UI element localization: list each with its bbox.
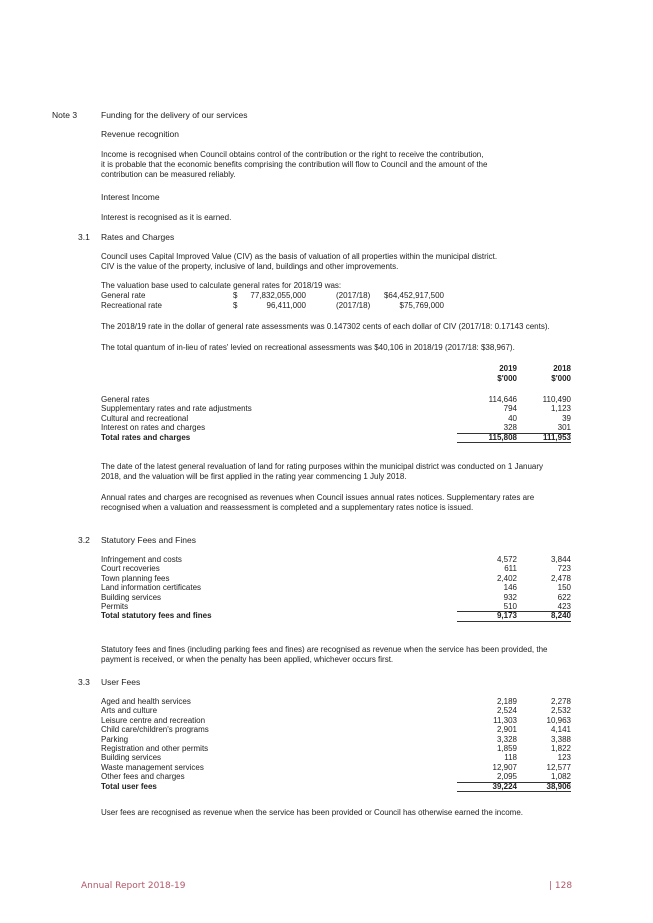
table-row	[101, 602, 571, 611]
in-lieu-quantum-note: The total quantum of in-lieu of rates' levied on recreational assessments was $40,106 in 2018/19 (2017/18: $38,967).	[101, 343, 515, 352]
revenue-recognition-line-2: it is probable that the economic benefits comprising the contribution will flow to Council and the amount of the	[101, 160, 488, 169]
total-2018: 8,240	[511, 611, 571, 621]
value-2019: 4,572	[496, 555, 517, 564]
valuation-row-label: Recreational rate	[101, 301, 162, 310]
total-row	[101, 433, 571, 442]
rates-title: Rates and Charges	[101, 232, 175, 242]
value-2019: 611	[504, 564, 517, 574]
row-label: General rates	[101, 395, 150, 404]
row-label: Infringement and costs	[101, 555, 182, 564]
row-label: Building services	[101, 592, 162, 602]
total-label: Total user fees	[101, 781, 157, 791]
table-row	[101, 593, 571, 602]
valuation-row-prior: $75,769,000	[399, 301, 444, 310]
total-row	[101, 782, 571, 791]
column-year-2019: 2019	[499, 364, 517, 373]
table-row	[101, 744, 571, 753]
total-2019: 9,173	[457, 611, 517, 621]
row-label: Parking	[101, 734, 129, 744]
value-2018: 423	[557, 601, 571, 611]
table-row	[101, 395, 571, 404]
valuation-row-value: 96,411,000	[266, 301, 306, 310]
value-2018: 10,963	[546, 715, 571, 725]
user-fees-title: User Fees	[101, 677, 141, 687]
value-2018: 123	[557, 753, 571, 763]
statutory-note-line-2: payment is received, or when the penalty has been applied, whichever occurs first.	[101, 655, 394, 664]
row-label: Supplementary rates and rate adjustments	[101, 404, 252, 414]
value-2019: 2,189	[496, 697, 517, 706]
column-unit-2019: $'000	[497, 374, 517, 383]
rates-table	[101, 395, 571, 442]
rates-recognition-line-2: recognised when a valuation and reassessment is completed and a supplementary rates notice is issued.	[101, 503, 474, 512]
value-2018: 723	[557, 564, 571, 574]
row-label: Town planning fees	[101, 573, 170, 583]
value-2018: 1,822	[550, 743, 571, 753]
value-2019: 146	[503, 583, 517, 593]
row-label: Arts and culture	[101, 706, 158, 716]
row-label: Cultural and recreational	[101, 413, 189, 423]
value-2019: 2,095	[496, 772, 517, 782]
valuation-row-value: 77,832,055,000	[250, 291, 306, 300]
value-2018: 1,082	[550, 772, 571, 782]
table-row	[101, 414, 571, 423]
value-2018: 2,478	[550, 573, 571, 583]
value-2018: 2,278	[550, 697, 571, 706]
revenue-recognition-line-3: contribution can be measured reliably.	[101, 170, 236, 179]
table-row	[101, 735, 571, 744]
total-label: Total rates and charges	[101, 432, 191, 442]
value-2019: 3,328	[496, 734, 517, 744]
table-row	[101, 753, 571, 762]
value-2019: 328	[503, 423, 517, 433]
total-row	[101, 611, 571, 620]
table-row	[101, 423, 571, 432]
row-label: Waste management services	[101, 762, 204, 772]
table-row	[101, 404, 571, 413]
table-row	[101, 697, 571, 706]
value-2019: 2,524	[496, 706, 517, 716]
value-2019: 510	[503, 601, 517, 611]
table-row	[101, 716, 571, 725]
row-label: Interest on rates and charges	[101, 423, 206, 433]
note-label: Note 3	[52, 110, 78, 120]
row-label: Other fees and charges	[101, 772, 185, 782]
value-2018: 3,844	[550, 555, 571, 564]
value-2018: 150	[557, 583, 571, 593]
section-number-3-2: 3.2	[78, 535, 90, 545]
table-row	[101, 725, 571, 734]
value-2019: 2,901	[496, 725, 517, 735]
revenue-recognition-heading: Revenue recognition	[101, 129, 179, 139]
value-2018: 4,141	[550, 725, 571, 735]
statutory-table	[101, 555, 571, 621]
column-unit-2018: $'000	[551, 374, 571, 383]
value-2019: 11,303	[493, 715, 517, 725]
row-label: Registration and other permits	[101, 743, 209, 753]
table-row	[101, 772, 571, 781]
table-row	[101, 564, 571, 573]
value-2019: 114,646	[488, 395, 517, 404]
value-2019: 794	[503, 404, 517, 414]
value-2019: 932	[503, 592, 517, 602]
row-label: Child care/children's programs	[101, 725, 209, 735]
footer-page-number: | 128	[549, 881, 573, 891]
total-2018: 111,953	[511, 433, 571, 443]
valuation-row-currency: $	[233, 301, 238, 310]
row-label: Land information certificates	[101, 583, 202, 593]
row-label: Permits	[101, 601, 129, 611]
value-2019: 1,859	[496, 743, 517, 753]
total-2019: 39,224	[457, 782, 517, 792]
value-2018: 2,532	[550, 706, 571, 716]
footer-report-title: Annual Report 2018-19	[81, 881, 186, 891]
value-2018: 301	[557, 423, 571, 433]
column-year-2018: 2018	[553, 364, 571, 373]
statutory-title: Statutory Fees and Fines	[101, 535, 196, 545]
note-title: Funding for the delivery of our services	[101, 110, 248, 120]
valuation-row-year: (2017/18)	[336, 301, 371, 310]
revenue-recognition-line-1: Income is recognised when Council obtains control of the contribution or the right to receive the contribution,	[101, 150, 484, 159]
row-label: Court recoveries	[101, 564, 160, 574]
valuation-row-currency: $	[233, 291, 238, 300]
revaluation-note-line-1: The date of the latest general revaluation of land for rating purposes within the municipal district was conducted on 1 January	[101, 462, 544, 471]
value-2019: 2,402	[496, 573, 517, 583]
value-2019: 12,907	[492, 762, 517, 772]
row-label: Aged and health services	[101, 697, 191, 706]
value-2018: 1,123	[550, 404, 571, 414]
value-2018: 110,490	[542, 395, 571, 404]
value-2019: 118	[504, 753, 517, 763]
value-2018: 39	[562, 413, 571, 423]
valuation-row-label: General rate	[101, 291, 146, 300]
table-row	[101, 763, 571, 772]
revaluation-note-line-2: 2018, and the valuation will be first applied in the rating year commencing 1 July 2018.	[101, 472, 407, 481]
table-row	[101, 706, 571, 715]
valuation-intro: The valuation base used to calculate general rates for 2018/19 was:	[101, 281, 342, 290]
total-2019: 115,808	[457, 433, 517, 443]
valuation-row-year: (2017/18)	[336, 291, 371, 300]
interest-income-heading: Interest Income	[101, 192, 160, 202]
rate-in-dollar-note: The 2018/19 rate in the dollar of general rate assessments was 0.147302 cents of each dollar of CIV (2017/18: 0.17143 cents).	[101, 322, 550, 331]
rates-intro-line-2: CIV is the value of the property, inclusive of land, buildings and other improvements.	[101, 262, 399, 271]
row-label: Leisure centre and recreation	[101, 715, 206, 725]
total-2018: 38,906	[511, 782, 571, 792]
section-number-3-3: 3.3	[78, 677, 90, 687]
statutory-note-line-1: Statutory fees and fines (including parking fees and fines) are recognised as revenue when the service has been provided, the	[101, 645, 548, 654]
valuation-row-prior: $64,452,917,500	[383, 291, 444, 300]
table-row	[101, 583, 571, 592]
total-label: Total statutory fees and fines	[101, 611, 212, 621]
table-row	[101, 555, 571, 564]
value-2018: 3,388	[550, 734, 571, 744]
value-2018: 622	[557, 592, 571, 602]
rates-recognition-line-1: Annual rates and charges are recognised as revenues when Council issues annual rates notices. Supplementary rates are	[101, 493, 535, 502]
table-row	[101, 574, 571, 583]
row-label: Building services	[101, 753, 162, 763]
value-2018: 12,577	[546, 762, 571, 772]
section-number-3-1: 3.1	[78, 232, 90, 242]
user-fees-note: User fees are recognised as revenue when the service has been provided or Council has otherwise earned the income.	[101, 808, 524, 817]
interest-income-text: Interest is recognised as it is earned.	[101, 213, 232, 222]
value-2019: 40	[508, 413, 517, 423]
user-fees-table	[101, 697, 571, 791]
rates-intro-line-1: Council uses Capital Improved Value (CIV) as the basis of valuation of all properties within the municipal district.	[101, 252, 498, 261]
